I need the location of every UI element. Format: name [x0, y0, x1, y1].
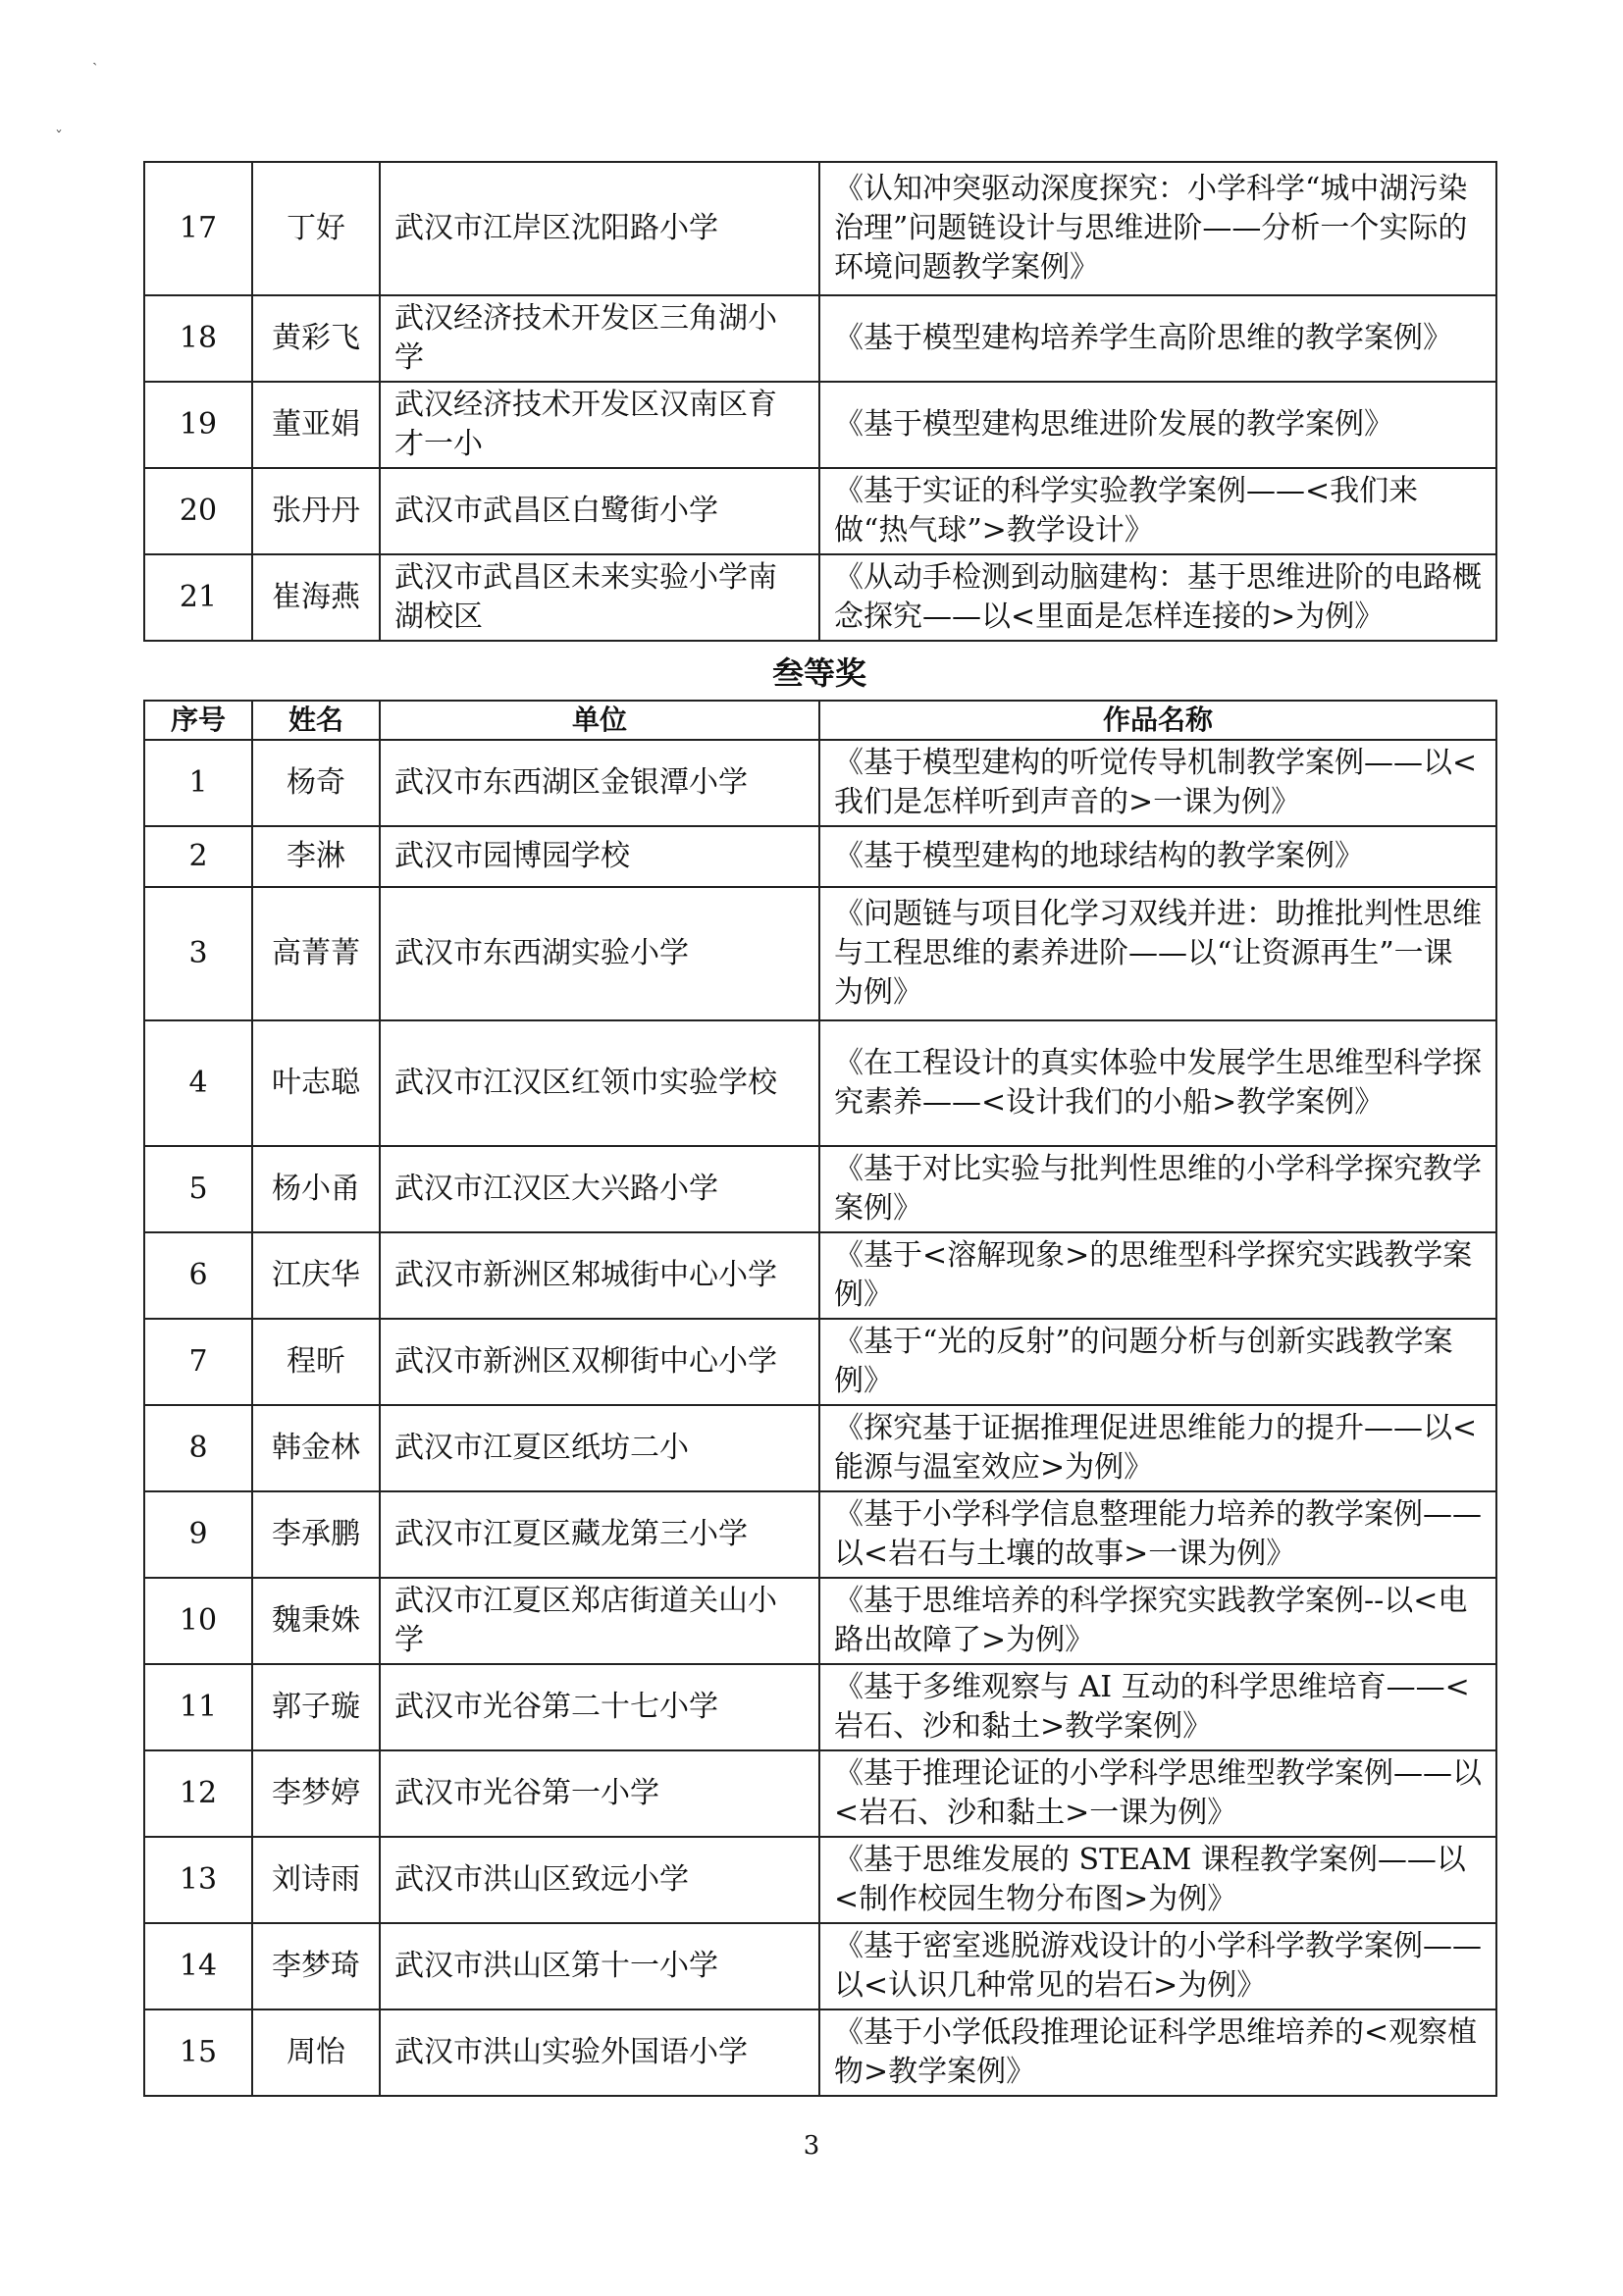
- table-row: [144, 1664, 1496, 1750]
- cell-title: 《基于密室逃脱游戏设计的小学科学教学案例——以<认识几种常见的岩石>为例》: [819, 1923, 1496, 2009]
- cell-unit: 武汉市江夏区郑店街道关山小学: [380, 1578, 819, 1664]
- table-body: [144, 162, 1496, 641]
- cell-no: 2: [144, 826, 252, 887]
- table-row: [144, 1232, 1496, 1319]
- table-header-row: [144, 701, 1496, 740]
- table-body: [144, 740, 1496, 2096]
- table-row: [144, 1750, 1496, 1837]
- header-name: 姓名: [252, 701, 380, 740]
- cell-unit: 武汉市洪山实验外国语小学: [380, 2009, 819, 2096]
- cell-name: 程昕: [252, 1319, 380, 1405]
- section-title-third-prize: 叁等奖: [771, 654, 866, 692]
- cell-no: 8: [144, 1405, 252, 1491]
- table-row: [144, 740, 1496, 826]
- cell-title: 《基于模型建构培养学生高阶思维的教学案例》: [819, 295, 1496, 382]
- table-row: [144, 162, 1496, 295]
- cell-unit: 武汉市园博园学校: [380, 826, 819, 887]
- cell-no: 13: [144, 1837, 252, 1923]
- cell-name: 周怡: [252, 2009, 380, 2096]
- cell-title: 《基于思维培养的科学探究实践教学案例--以<电路出故障了>为例》: [819, 1578, 1496, 1664]
- table-row: [144, 887, 1496, 1020]
- cell-no: 6: [144, 1232, 252, 1319]
- cell-no: 5: [144, 1146, 252, 1232]
- cell-no: 17: [144, 162, 252, 295]
- cell-no: 4: [144, 1020, 252, 1146]
- table-row: [144, 554, 1496, 641]
- cell-title: 《探究基于证据推理促进思维能力的提升——以<能源与温室效应>为例》: [819, 1405, 1496, 1491]
- cell-title: 《基于推理论证的小学科学思维型教学案例——以<岩石、沙和黏土>一课为例》: [819, 1750, 1496, 1837]
- cell-title: 《基于对比实验与批判性思维的小学科学探究教学案例》: [819, 1146, 1496, 1232]
- cell-title: 《从动手检测到动脑建构：基于思维进阶的电路概念探究——以<里面是怎样连接的>为例》: [819, 554, 1496, 641]
- scan-mark: ˎ: [92, 47, 98, 66]
- cell-unit: 武汉市武昌区未来实验小学南湖校区: [380, 554, 819, 641]
- cell-name: 黄彩飞: [252, 295, 380, 382]
- cell-name: 董亚娟: [252, 382, 380, 468]
- cell-unit: 武汉经济技术开发区汉南区育才一小: [380, 382, 819, 468]
- table-row: [144, 1578, 1496, 1664]
- cell-unit: 武汉市新洲区双柳街中心小学: [380, 1319, 819, 1405]
- scan-mark: ˇ: [55, 128, 63, 146]
- award-table-continued: [143, 161, 1497, 642]
- cell-no: 3: [144, 887, 252, 1020]
- cell-no: 15: [144, 2009, 252, 2096]
- page-number: 3: [803, 2131, 820, 2161]
- cell-unit: 武汉经济技术开发区三角湖小学: [380, 295, 819, 382]
- cell-unit: 武汉市光谷第一小学: [380, 1750, 819, 1837]
- cell-no: 10: [144, 1578, 252, 1664]
- table-row: [144, 826, 1496, 887]
- cell-no: 20: [144, 468, 252, 554]
- cell-title: 《认知冲突驱动深度探究：小学科学“城中湖污染治理”问题链设计与思维进阶——分析一个实际的环境问题教学案例》: [819, 162, 1496, 295]
- cell-unit: 武汉市武昌区白鹭街小学: [380, 468, 819, 554]
- cell-no: 14: [144, 1923, 252, 2009]
- cell-name: 丁好: [252, 162, 380, 295]
- table-row: [144, 1319, 1496, 1405]
- cell-name: 刘诗雨: [252, 1837, 380, 1923]
- cell-no: 18: [144, 295, 252, 382]
- cell-title: 《基于多维观察与 AI 互动的科学思维培育——<岩石、沙和黏土>教学案例》: [819, 1664, 1496, 1750]
- header-no: 序号: [144, 701, 252, 740]
- cell-no: 21: [144, 554, 252, 641]
- cell-name: 杨奇: [252, 740, 380, 826]
- table-row: [144, 1491, 1496, 1578]
- table-row: [144, 1146, 1496, 1232]
- cell-name: 高菁菁: [252, 887, 380, 1020]
- award-table-third-prize: [143, 700, 1497, 2097]
- header-unit: 单位: [380, 701, 819, 740]
- cell-name: 叶志聪: [252, 1020, 380, 1146]
- cell-name: 李梦琦: [252, 1923, 380, 2009]
- cell-title: 《基于模型建构思维进阶发展的教学案例》: [819, 382, 1496, 468]
- cell-no: 7: [144, 1319, 252, 1405]
- cell-title: 《问题链与项目化学习双线并进：助推批判性思维与工程思维的素养进阶——以“让资源再生”一课为例》: [819, 887, 1496, 1020]
- table-row: [144, 2009, 1496, 2096]
- cell-unit: 武汉市江汉区红领巾实验学校: [380, 1020, 819, 1146]
- cell-title: 《基于<溶解现象>的思维型科学探究实践教学案例》: [819, 1232, 1496, 1319]
- cell-title: 《基于小学科学信息整理能力培养的教学案例——以<岩石与土壤的故事>一课为例》: [819, 1491, 1496, 1578]
- table-row: [144, 295, 1496, 382]
- cell-title: 《在工程设计的真实体验中发展学生思维型科学探究素养——<设计我们的小船>教学案例》: [819, 1020, 1496, 1146]
- cell-unit: 武汉市洪山区致远小学: [380, 1837, 819, 1923]
- table-row: [144, 1837, 1496, 1923]
- table-row: [144, 1020, 1496, 1146]
- cell-no: 12: [144, 1750, 252, 1837]
- cell-no: 19: [144, 382, 252, 468]
- cell-name: 李梦婷: [252, 1750, 380, 1837]
- table-row: [144, 382, 1496, 468]
- cell-no: 9: [144, 1491, 252, 1578]
- cell-name: 郭子璇: [252, 1664, 380, 1750]
- cell-unit: 武汉市新洲区邾城街中心小学: [380, 1232, 819, 1319]
- cell-name: 韩金林: [252, 1405, 380, 1491]
- header-title: 作品名称: [819, 701, 1496, 740]
- cell-name: 江庆华: [252, 1232, 380, 1319]
- cell-no: 11: [144, 1664, 252, 1750]
- cell-title: 《基于模型建构的听觉传导机制教学案例——以<我们是怎样听到声音的>一课为例》: [819, 740, 1496, 826]
- cell-name: 杨小甬: [252, 1146, 380, 1232]
- cell-name: 魏秉姝: [252, 1578, 380, 1664]
- cell-unit: 武汉市江夏区藏龙第三小学: [380, 1491, 819, 1578]
- cell-name: 崔海燕: [252, 554, 380, 641]
- table-row: [144, 1923, 1496, 2009]
- cell-title: 《基于思维发展的 STEAM 课程教学案例——以<制作校园生物分布图>为例》: [819, 1837, 1496, 1923]
- cell-title: 《基于模型建构的地球结构的教学案例》: [819, 826, 1496, 887]
- table-row: [144, 468, 1496, 554]
- cell-unit: 武汉市东西湖区金银潭小学: [380, 740, 819, 826]
- cell-name: 张丹丹: [252, 468, 380, 554]
- cell-unit: 武汉市江汉区大兴路小学: [380, 1146, 819, 1232]
- cell-name: 李淋: [252, 826, 380, 887]
- cell-unit: 武汉市江夏区纸坊二小: [380, 1405, 819, 1491]
- cell-no: 1: [144, 740, 252, 826]
- table-row: [144, 1405, 1496, 1491]
- cell-title: 《基于“光的反射”的问题分析与创新实践教学案例》: [819, 1319, 1496, 1405]
- cell-unit: 武汉市江岸区沈阳路小学: [380, 162, 819, 295]
- cell-unit: 武汉市光谷第二十七小学: [380, 1664, 819, 1750]
- cell-name: 李承鹏: [252, 1491, 380, 1578]
- cell-title: 《基于实证的科学实验教学案例——<我们来做“热气球”>教学设计》: [819, 468, 1496, 554]
- cell-unit: 武汉市东西湖实验小学: [380, 887, 819, 1020]
- cell-unit: 武汉市洪山区第十一小学: [380, 1923, 819, 2009]
- cell-title: 《基于小学低段推理论证科学思维培养的<观察植物>教学案例》: [819, 2009, 1496, 2096]
